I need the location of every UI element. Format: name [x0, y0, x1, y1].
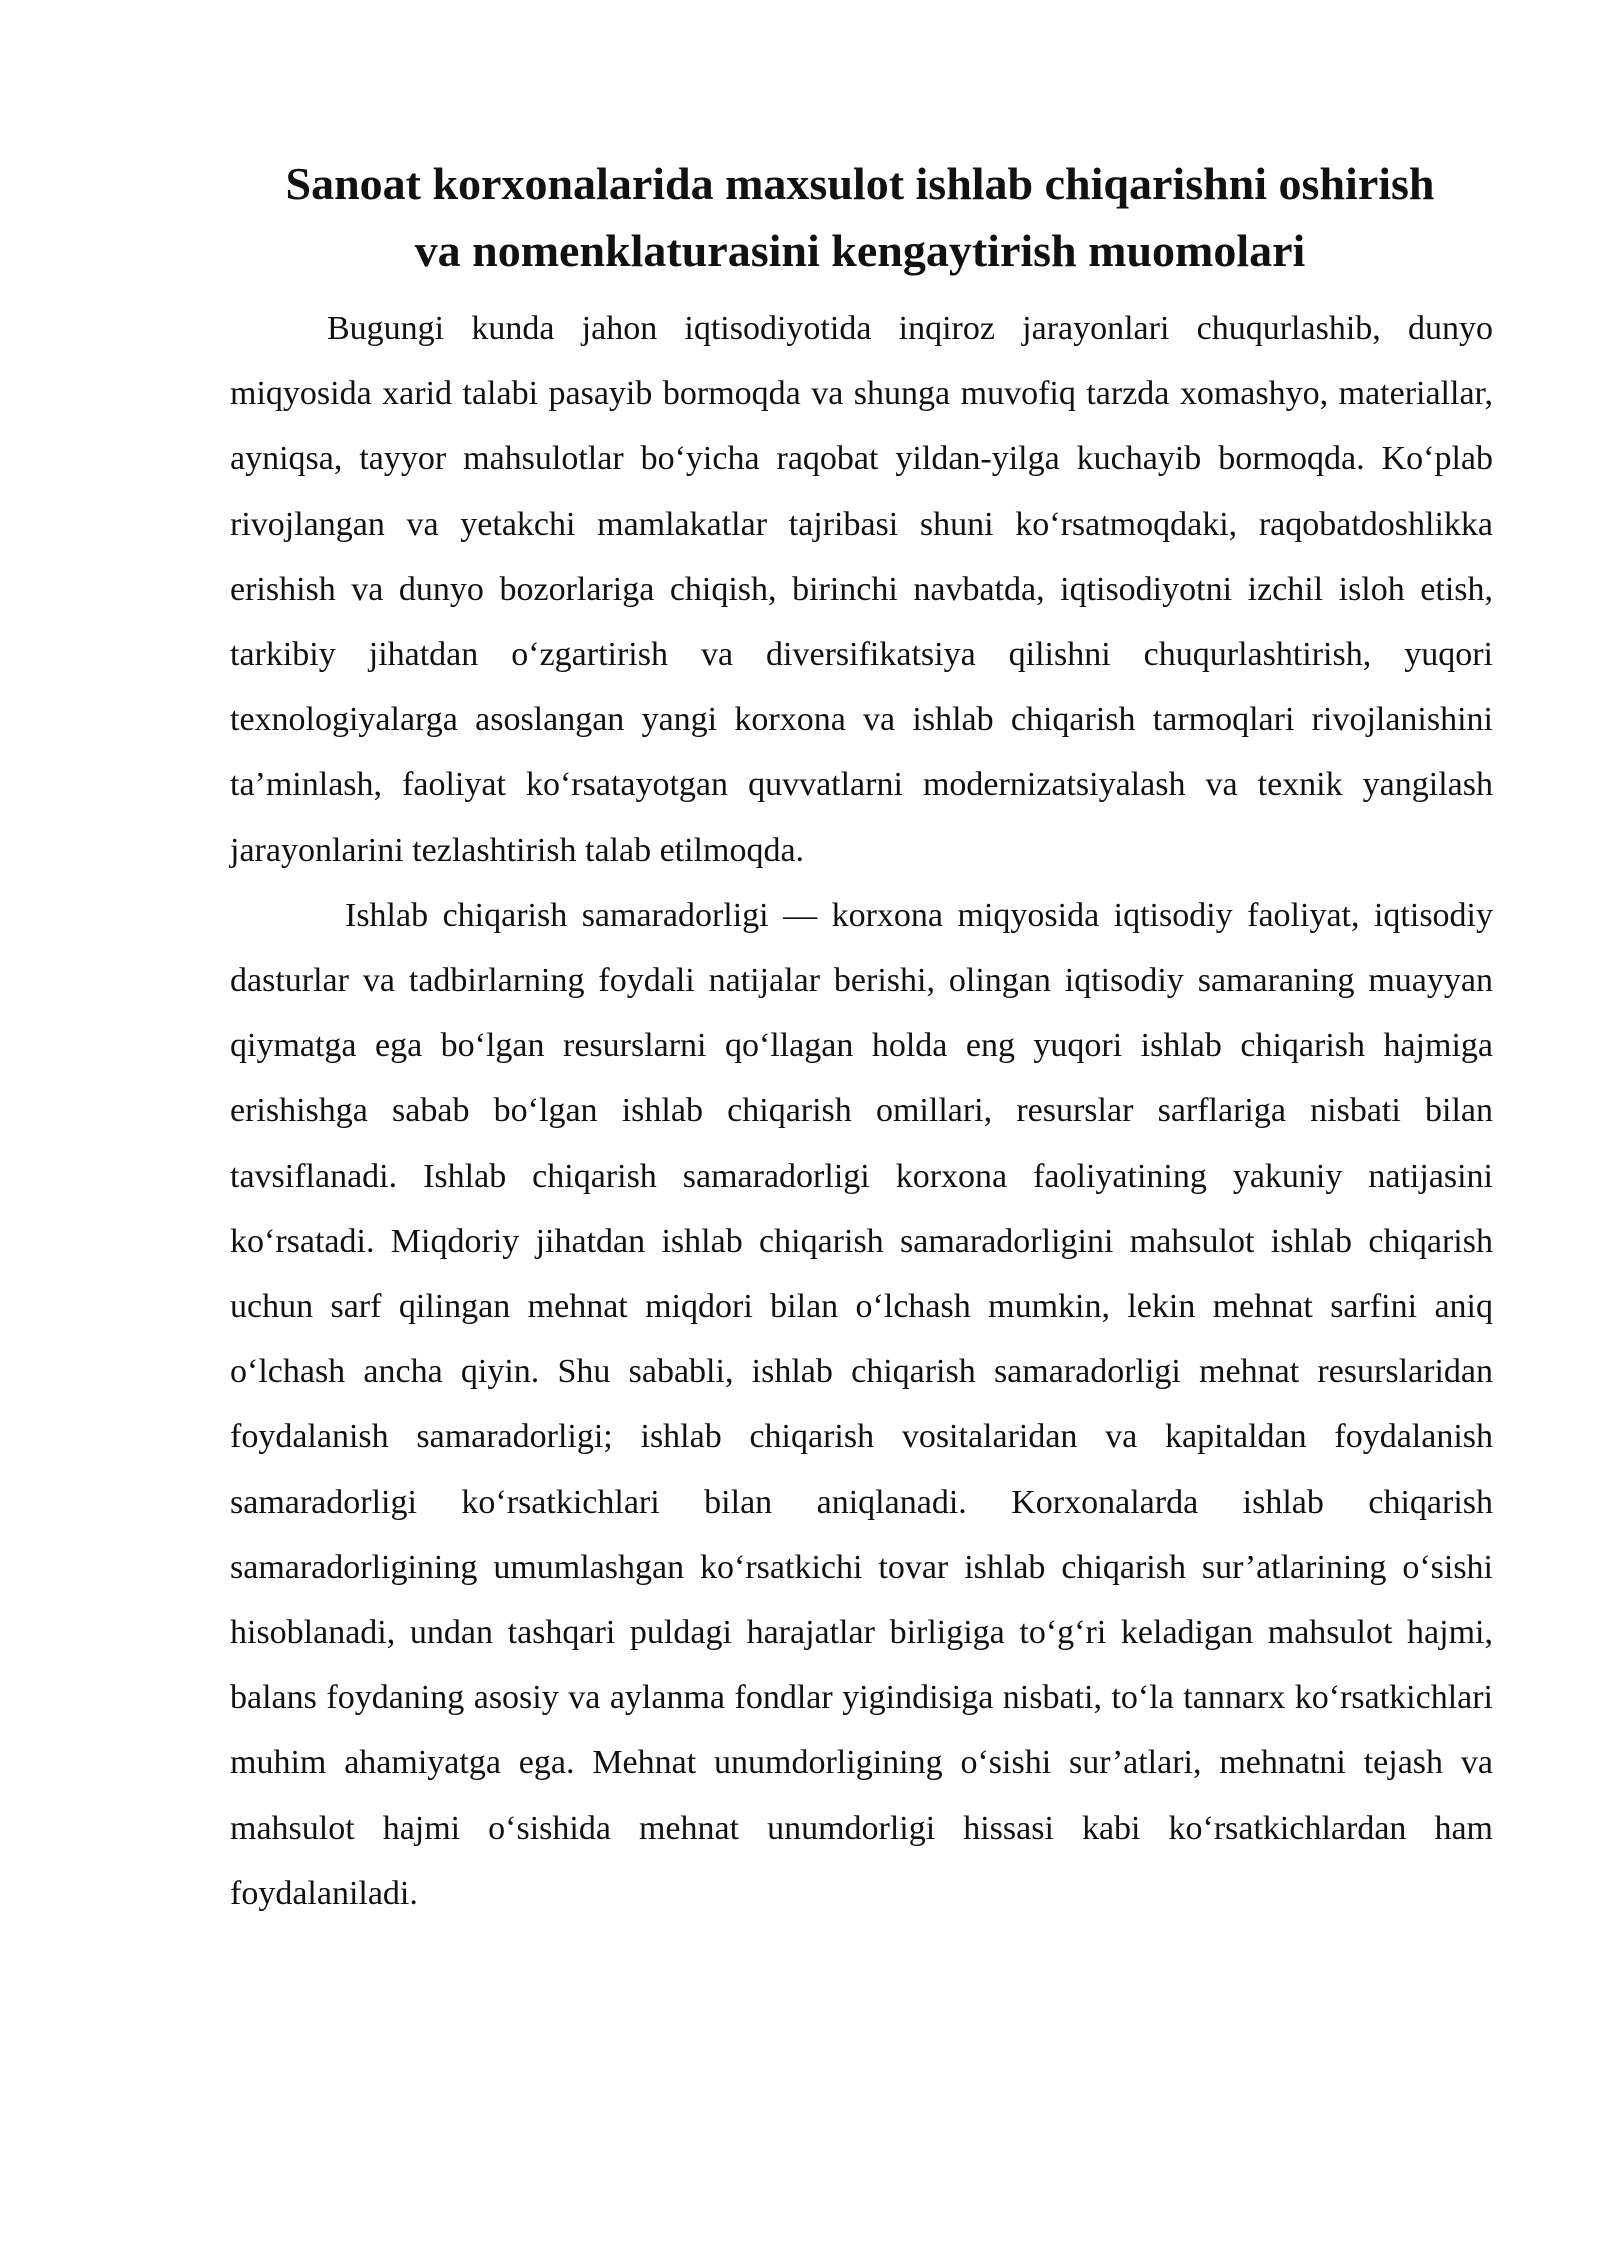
paragraph-1: Bugungi kunda jahon iqtisodiyotida inqiroz jarayonlari chuqurlashib, dunyo miqyosida xarid talabi pasayib bormoqda va shunga muvofiq tarzda xomashyo, materiallar, ayniqsa, tayyor mahsulotlar bo‘yicha raqobat yildan-yilga kuchayib bormoqda. Ko‘plab rivojlangan va yetakchi mamlakatlar tajribasi shuni ko‘rsatmoqdaki, raqobatdoshlikka erishish va dunyo bozorlariga chiqish, birinchi navbatda, iqtisodiyotni izchil isloh etish, tarkibiy jihatdan o‘zgartirish va diversifikatsiya qilishni chuqurlashtirish, yuqori texnologiyalarga asoslangan yangi korxona va ishlab chiqarish tarmoqlari rivojlanishini ta’minlash, faoliyat ko‘rsatayotgan quvvatlarni modernizatsiyalash va texnik yangilash jarayonlarini tezlashtirish talab etilmoqda. [230, 310, 1493, 869]
title-line-2: va nomenklaturasini kengaytirish muomolari [414, 225, 1306, 276]
title-line-1: Sanoat korxonalarida maxsulot ishlab chiqarishni oshirish [285, 158, 1435, 209]
paragraph-2: Ishlab chiqarish samaradorligi — korxona miqyosida iqtisodiy faoliyat, iqtisodiy dasturlar va tadbirlarning foydali natijalar berishi, olingan iqtisodiy samaraning muayyan qiymatga ega bo‘lgan resurslarni qo‘llagan holda eng yuqori ishlab chiqarish hajmiga erishishga sabab bo‘lgan ishlab chiqarish omillari, resurslar sarflariga nisbati bilan tavsiflanadi. Ishlab chiqarish samaradorligi korxona faoliyatining yakuniy natijasini ko‘rsatadi. Miqdoriy jihatdan ishlab chiqarish samaradorligini mahsulot ishlab chiqarish uchun sarf qilingan mehnat miqdori bilan o‘lchash mumkin, lekin mehnat sarfini aniq o‘lchash ancha qiyin. Shu sababli, ishlab chiqarish samaradorligi mehnat resurslaridan foydalanish samaradorligi; ishlab chiqarish vositalaridan va kapitaldan foydalanish samaradorligi ko‘rsatkichlari bilan aniqlanadi. Korxonalarda ishlab chiqarish samaradorligining umumlashgan ko‘rsatkichi tovar ishlab chiqarish sur’atlarining o‘sishi hisoblanadi, undan tashqari puldagi harajatlar birligiga to‘g‘ri keladigan mahsulot hajmi, balans foydaning asosiy va aylanma fondlar yigindisiga nisbati, to‘la tannarx ko‘rsatkichlari muhim ahamiyatga ega. Mehnat unumdorligining o‘sishi sur’atlari, mehnatni tejash va mahsulot hajmi o‘sishida mehnat unumdorligi hissasi kabi ko‘rsatkichlardan ham foydalaniladi. [230, 896, 1493, 1912]
document-body [230, 296, 1493, 1926]
document-title [180, 150, 1540, 284]
